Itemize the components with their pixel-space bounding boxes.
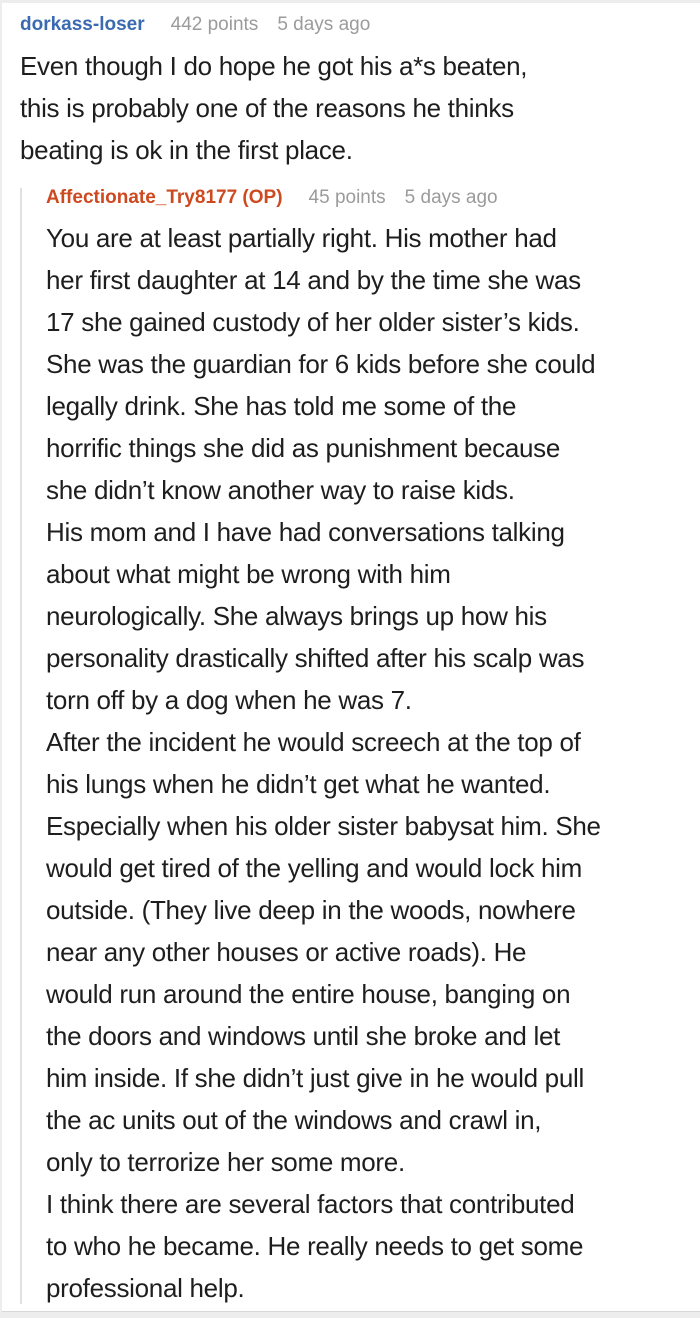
comment-text-line: Especially when his older sister babysat him. She — [46, 811, 601, 841]
comment-text-line: would run around the entire house, banging on — [46, 979, 571, 1009]
comment-text-line: 17 she gained custody of her older sister’s kids. — [46, 307, 580, 337]
comment-text-line: his lungs when he didn’t get what he wanted. — [46, 769, 551, 799]
comment-text-line: personality drastically shifted after his scalp was — [46, 643, 585, 673]
page-bottom-edge — [2, 1311, 700, 1318]
comment-text-line: After the incident he would screech at the top of — [46, 727, 581, 757]
reply-header — [46, 186, 690, 210]
comment-text-line: legally drink. She has told me some of the — [46, 391, 517, 421]
comment-text-line: him inside. If she didn’t just give in he would pull — [46, 1063, 584, 1093]
comment-text-line: You are at least partially right. His mother had — [46, 223, 557, 253]
comment-text-line: she didn’t know another way to raise kids. — [46, 475, 515, 505]
comment-text-line: She was the guardian for 6 kids before she could — [46, 349, 596, 379]
comment-text-line: beating is ok in the first place. — [20, 135, 353, 165]
reply-timestamp: 5 days ago — [404, 187, 498, 208]
comment-text-line: only to terrorize her some more. — [46, 1147, 405, 1177]
comment-text-line: horrific things she did as punishment because — [46, 433, 561, 463]
reply-author-link[interactable]: Affectionate_Try8177 (OP) — [46, 187, 283, 208]
thread-indent-line — [20, 188, 22, 1304]
comment-text-line: professional help. — [46, 1273, 245, 1303]
comment-text-line: her first daughter at 14 and by the time she was — [46, 265, 581, 295]
comment-text-line: neurologically. She always brings up how his — [46, 601, 547, 631]
comment-author-link[interactable]: dorkass-loser — [20, 14, 145, 35]
comment-reply — [20, 186, 690, 1309]
comment-body — [20, 45, 690, 171]
comment-text-line: the doors and windows until she broke and let — [46, 1021, 561, 1051]
comment-text-line: outside. (They live deep in the woods, nowhere — [46, 895, 576, 925]
comment-text-line: about what might be wrong with him — [46, 559, 451, 589]
comment-text-line: this is probably one of the reasons he thinks — [20, 93, 514, 123]
comment-timestamp: 5 days ago — [277, 14, 371, 35]
reply-body — [46, 217, 690, 1309]
page-top-edge — [2, 0, 700, 3]
comment-text-line: Even though I do hope he got his a*s beaten, — [20, 51, 528, 81]
comment-text-line: torn off by a dog when he was 7. — [46, 685, 412, 715]
comment-text-line: His mom and I have had conversations talking — [46, 517, 565, 547]
comment-points: 442 points — [170, 14, 259, 35]
comment-text-line: the ac units out of the windows and crawl in, — [46, 1105, 542, 1135]
comment-text-line: near any other houses or active roads). He — [46, 937, 527, 967]
comment-text-line: to who he became. He really needs to get some — [46, 1231, 584, 1261]
comment-text-line: would get tired of the yelling and would lock him — [46, 853, 582, 883]
comment-text-line: I think there are several factors that contributed — [46, 1189, 575, 1219]
reply-points: 45 points — [308, 187, 386, 208]
comment-top-level — [20, 13, 690, 171]
comment-header — [20, 13, 690, 37]
